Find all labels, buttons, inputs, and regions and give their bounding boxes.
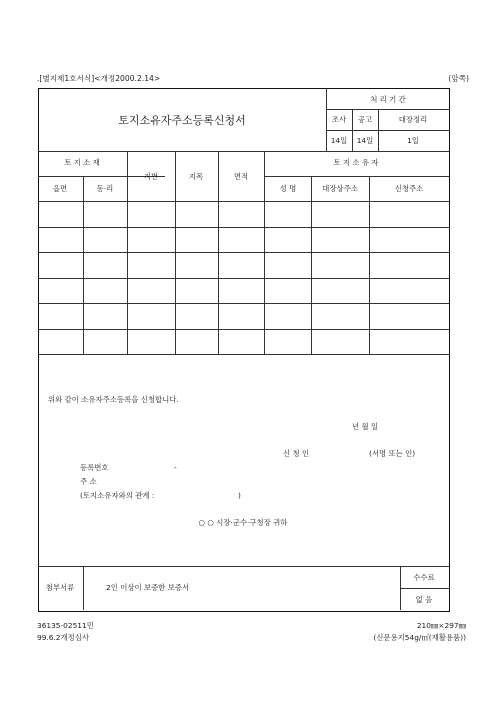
fee-value: 없 음 <box>415 595 433 604</box>
header-land-category: 지목 <box>188 172 204 181</box>
table-rule-line <box>264 151 265 354</box>
processing-col-notice: 공고 <box>357 115 373 124</box>
table-rule-line <box>352 109 353 151</box>
table-rule-line <box>369 176 370 354</box>
application-statement: 위와 같이 소유자주소등록을 신청합니다. <box>48 395 179 404</box>
relation-close: ) <box>238 491 241 500</box>
header-land-owner: 토 지 소 유 자 <box>333 158 379 167</box>
table-rule-line <box>311 176 312 354</box>
registration-number-label: 등록번호 <box>80 463 109 472</box>
processing-value-notice: 14일 <box>356 136 374 145</box>
table-rule-line <box>218 151 219 354</box>
processing-value-ledger: 1일 <box>407 136 419 145</box>
relation-label: (토지소유자와의 관계 : <box>80 491 155 500</box>
table-rule-line <box>264 176 449 177</box>
header-eup-myeon: 읍면 <box>52 184 68 193</box>
table-rule-line <box>326 130 449 131</box>
header-applied-address: 신청주소 <box>394 184 424 193</box>
header-land-location: 토 지 소 재 <box>64 158 100 167</box>
paper-type: (신문용지54g/㎡(재활용품)) <box>373 633 466 642</box>
table-rule-line <box>400 566 401 610</box>
processing-col-survey: 조사 <box>331 115 347 124</box>
header-dong-ri: 동·리 <box>96 184 114 193</box>
date-line: 년 월 일 <box>352 422 379 431</box>
page-side-label: (앞쪽) <box>448 74 469 83</box>
header-lot-number: 지번 <box>143 172 159 181</box>
header-owner-name: 성 명 <box>279 184 297 193</box>
applicant-label: 신 청 인 <box>283 449 310 458</box>
address-label: 주 소 <box>80 477 97 486</box>
table-rule-line <box>38 151 449 152</box>
table-rule-line <box>378 109 379 151</box>
fee-label: 수수료 <box>413 573 435 582</box>
table-rule-line <box>38 252 449 253</box>
table-rule-line <box>326 109 449 110</box>
table-rule-line <box>38 566 449 567</box>
header-area: 면적 <box>233 172 249 181</box>
table-rule-line <box>38 329 449 330</box>
processing-col-ledger: 대장정리 <box>398 115 428 124</box>
table-rule-line <box>127 151 128 354</box>
form-number: 36135-02511민 <box>37 621 94 630</box>
header-ledger-address: 대장상주소 <box>322 184 358 193</box>
processing-value-survey: 14일 <box>330 136 348 145</box>
approval-date: 99.6.2개정심사 <box>37 633 90 642</box>
table-rule-line <box>83 566 84 610</box>
form-reference: .[별지제1호서식]<개정2000.2.14> <box>37 74 161 83</box>
attachments-value: 2인 이상이 보증한 보증서 <box>106 583 190 592</box>
signature-note: (서명 또는 인) <box>369 449 416 458</box>
table-rule-line <box>38 227 449 228</box>
registration-number-dash: - <box>174 463 177 472</box>
table-rule-line <box>38 354 449 355</box>
table-rule-line <box>38 201 449 202</box>
table-rule-line <box>326 88 327 151</box>
form-title: 토지소유자주소등록신청서 <box>118 114 246 127</box>
table-rule-line <box>83 176 84 354</box>
table-rule-line <box>38 278 449 279</box>
table-rule-line <box>400 588 449 589</box>
processing-period-label: 처 리 기 간 <box>370 95 406 104</box>
paper-size: 210㎜×297㎜ <box>416 621 466 630</box>
addressee: ○ ○ 시장·군수·구청장 귀하 <box>198 518 288 527</box>
table-rule-line <box>38 303 449 304</box>
table-rule-line <box>175 151 176 354</box>
attachments-label: 첨부서류 <box>45 583 75 592</box>
